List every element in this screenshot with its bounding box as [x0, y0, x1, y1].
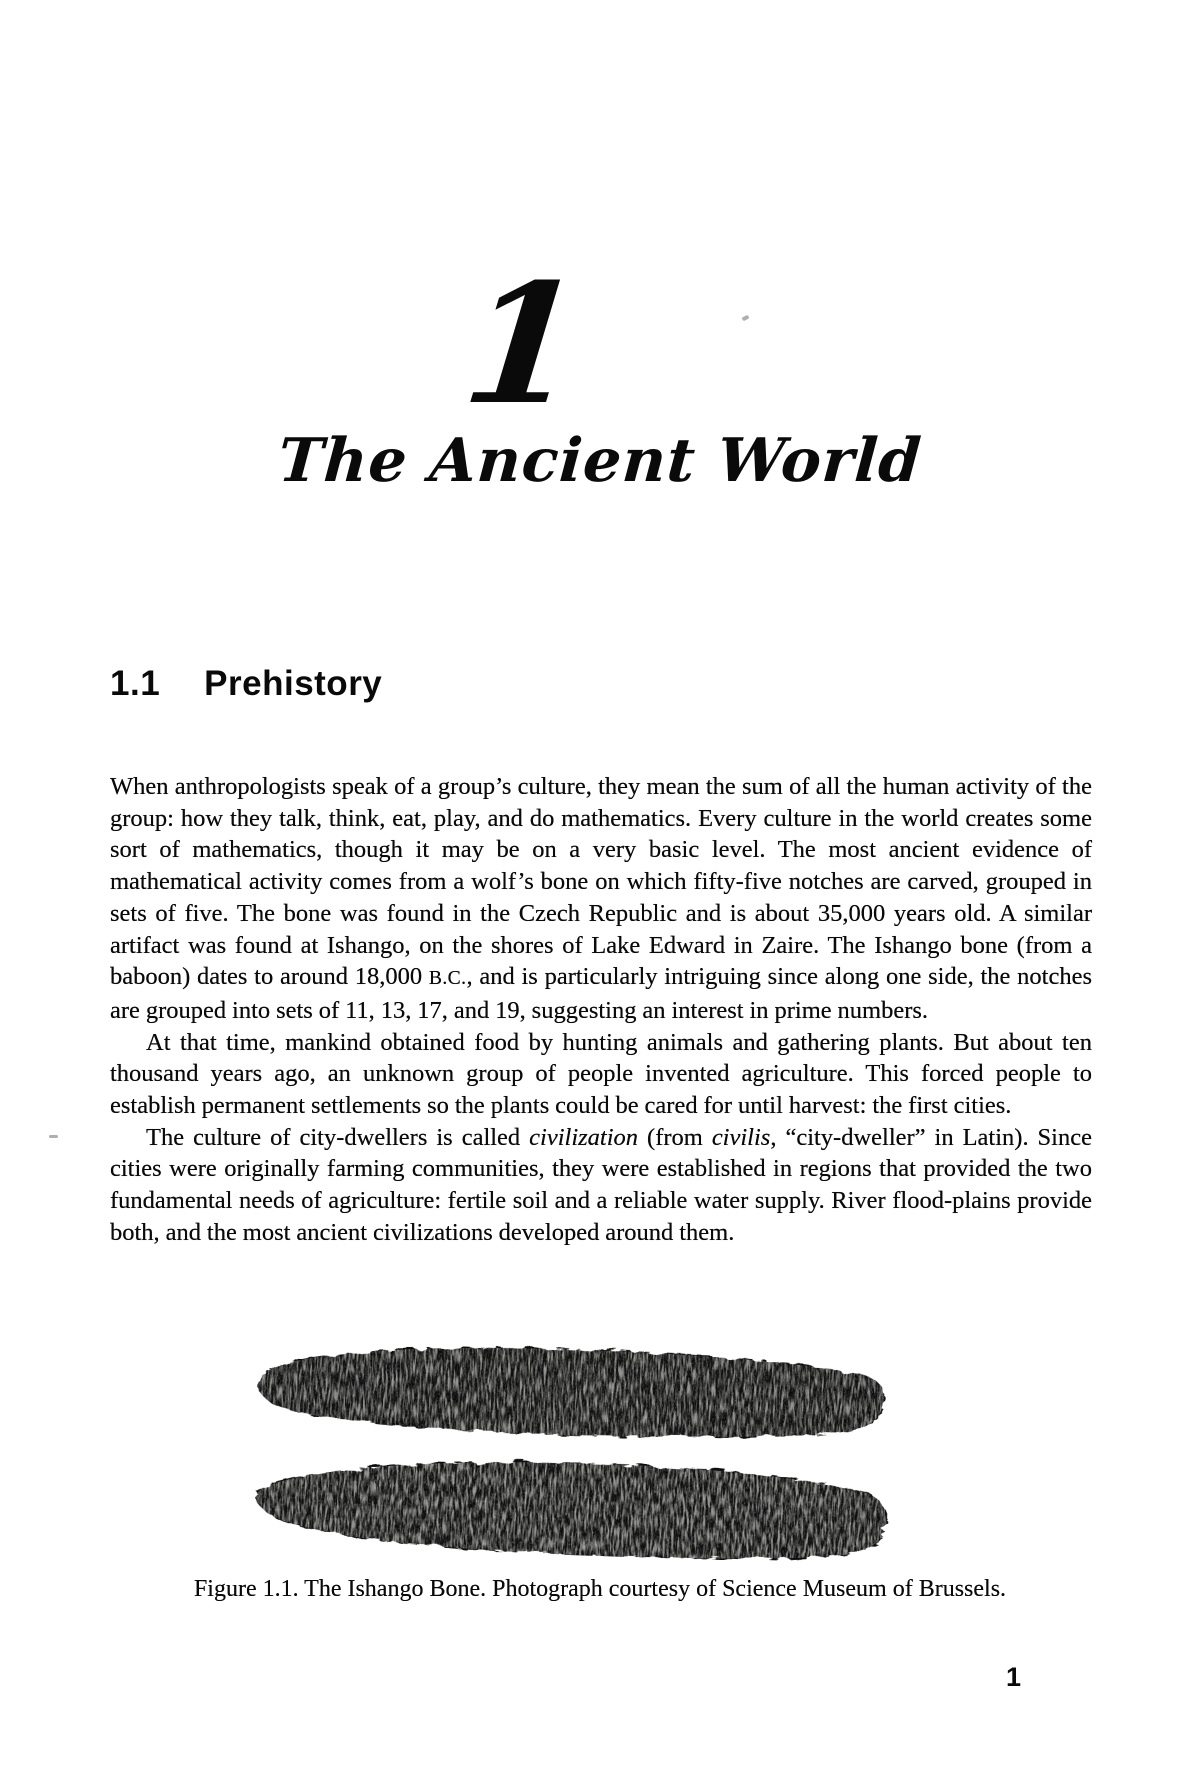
- paragraph-segment: , “city-dweller” in Latin). Since cities were originally farming communities, they were established in regions that provided the two fundamental needs of agriculture: fertile soil and a reliable water supply. River flood-plains provide both, and the most ancient civilizations developed around them.: [110, 1123, 1092, 1246]
- section-number: 1.1: [110, 664, 161, 703]
- paragraph-segment: When anthropologists speak of a group’s culture, they mean the sum of all the human activity of the group: how they talk, think, eat, play, and do mathematics. Every culture in the world creates some sort of mathematics, though it may be on a very basic level. The most ancient evidence of mathematical activity comes from a wolf’s bone on which fifty-five notches are carved, grouped in sets of five. The bone was found in the Czech Republic and is about 35,000 years old. A similar artifact was found at Ishango, on the shores of Lake Edward in Zaire. The Ishango bone (from a baboon) dates to around 18,000: [110, 773, 1092, 991]
- figure-1-1: [250, 1337, 890, 1555]
- paragraph-segment: civilization: [529, 1123, 639, 1151]
- scan-artifact: [49, 1135, 58, 1138]
- paragraph-segment: , and is particularly intriguing since along one side, the notches are grouped into sets of 11, 13, 17, and 19, suggesting an interest in prime numbers.: [110, 963, 1092, 1024]
- paragraph-segment: The culture of city-dwellers is called: [146, 1123, 530, 1151]
- paragraph: [110, 771, 1092, 1027]
- paragraph: [110, 1122, 1092, 1249]
- paragraph-segment: (from: [638, 1123, 712, 1151]
- figure-caption: Figure 1.1. The Ishango Bone. Photograph courtesy of Science Museum of Brussels.: [193, 1576, 1007, 1602]
- paragraph-segment: B.C.: [428, 968, 467, 990]
- chapter-title: The Ancient World: [275, 426, 924, 496]
- page-number: 1: [1006, 1662, 1021, 1692]
- paragraph-segment: civilis: [711, 1123, 771, 1151]
- section-heading: [110, 664, 382, 704]
- section-title: Prehistory: [204, 664, 383, 703]
- ishango-bone-photo-top: [249, 1328, 892, 1446]
- chapter-number: 1: [455, 247, 591, 441]
- body-paragraphs: [110, 771, 1092, 1249]
- paragraph: [110, 1027, 1092, 1122]
- paragraph-segment: At that time, mankind obtained food by hunting animals and gathering plants. But about ten thousand years ago, an unknown group of people invented agriculture. This forced people to establish permanent settlements so the plants could be cared for until harvest: the first cities.: [110, 1028, 1092, 1120]
- ishango-bone-photo-bottom: [248, 1440, 891, 1565]
